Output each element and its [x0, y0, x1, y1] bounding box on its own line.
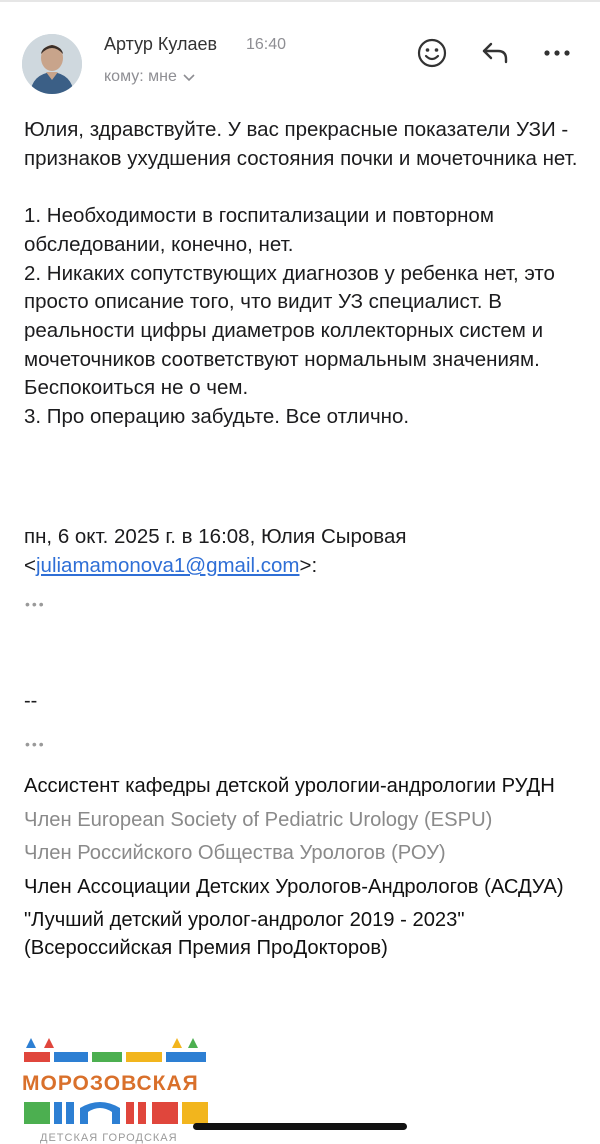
signature-line-rou: Член Российского Общества Урологов (РОУ)	[24, 842, 446, 865]
reply-button[interactable]	[478, 36, 512, 70]
list-item-2: 2. Никаких сопутствующих диагнозов у ребенка нет, это просто описание того, что видит УЗ специалист. В реальности цифры диаметров коллекторных систем и мочеточников соответствуют нормальным значениям. Беспокоиться не о чем.	[24, 261, 555, 400]
castle-base-icon	[22, 1100, 212, 1130]
signature-separator: --	[24, 690, 38, 712]
angle-close: >:	[299, 554, 318, 577]
sender-email-link[interactable]: juliamamonova1@gmail.com	[35, 554, 300, 577]
more-dots-icon	[543, 49, 571, 57]
greeting-paragraph: Юлия, здравствуйте. У вас прекрасные показатели УЗИ - признаков ухудшения состояния почки и мочеточника нет.	[24, 118, 578, 170]
message-body	[24, 116, 584, 432]
angle-open: <	[24, 554, 36, 577]
avatar-photo-icon	[22, 34, 82, 94]
signature-block	[24, 773, 584, 969]
recipient-label: кому: мне	[104, 68, 177, 85]
smiley-face-icon	[417, 38, 447, 68]
castle-top-icon	[22, 1036, 212, 1070]
signature-line-espu: Член European Society of Pediatric Urology (ESPU)	[24, 808, 493, 831]
sender-name[interactable]: Артур Кулаев	[104, 34, 218, 54]
logo-subtitle: ДЕТСКАЯ ГОРОДСКАЯ	[40, 1132, 178, 1144]
signature-line-award: "Лучший детский уролог-андролог 2019 - 2023" (Всероссийская Премия ПроДокторов)	[24, 909, 465, 959]
show-quoted-text-button[interactable]: •••	[25, 596, 46, 612]
home-indicator[interactable]	[193, 1123, 407, 1130]
reply-arrow-icon	[480, 40, 510, 66]
sender-avatar[interactable]	[22, 34, 82, 94]
top-divider	[0, 0, 600, 2]
show-trimmed-content-button[interactable]: •••	[25, 736, 46, 752]
recipient-toggle[interactable]	[104, 68, 195, 86]
emoji-reaction-button[interactable]	[415, 36, 449, 70]
quoted-message-header	[24, 522, 584, 580]
message-time: 16:40	[246, 36, 287, 53]
quote-date-author: пн, 6 окт. 2025 г. в 16:08, Юлия Сыровая	[24, 525, 407, 548]
more-options-button[interactable]	[540, 36, 574, 70]
chevron-down-icon	[183, 70, 195, 85]
signature-line-asdua: Член Ассоциации Детских Урологов-Андрологов (АСДУА)	[24, 875, 564, 898]
signature-line-position: Ассистент кафедры детской урологии-андрологии РУДН	[24, 775, 555, 797]
hospital-logo	[22, 1036, 212, 1142]
list-item-3: 3. Про операцию забудьте. Все отлично.	[24, 405, 410, 429]
logo-wordmark: МОРОЗОВСКАЯ	[22, 1072, 199, 1095]
list-item-1: 1. Необходимости в госпитализации и повторном обследовании, конечно, нет.	[24, 204, 494, 256]
